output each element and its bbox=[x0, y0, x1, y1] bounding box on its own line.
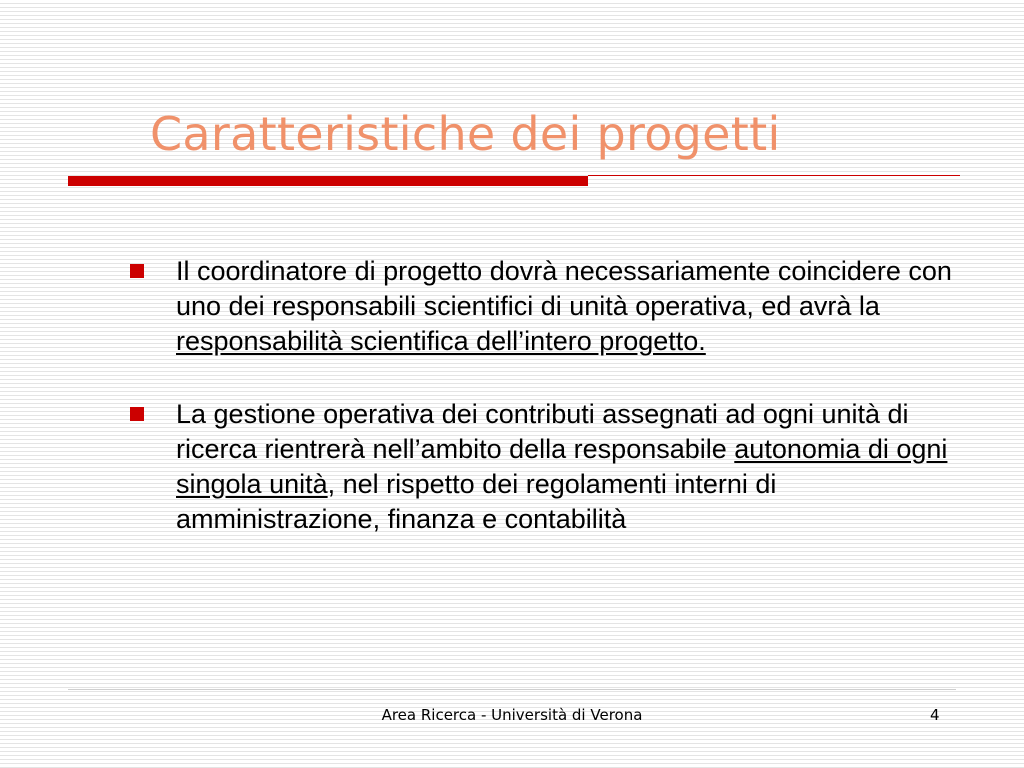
bullet-underlined-text: autonomia di ogni singola unità bbox=[176, 434, 948, 499]
bullet-item bbox=[130, 397, 970, 537]
bullet-text-tail: , nel rispetto dei regolamenti interni di amministrazione, finanza e contabilità bbox=[176, 469, 777, 534]
slide-title: Caratteristiche dei progetti bbox=[150, 107, 781, 161]
page-number: 4 bbox=[930, 706, 940, 724]
square-bullet-icon bbox=[130, 264, 144, 278]
footer-text: Area Ricerca - Università di Verona bbox=[381, 706, 643, 724]
bullet-item bbox=[130, 254, 970, 359]
bullet-list bbox=[130, 254, 970, 537]
title-underline-bar bbox=[68, 176, 588, 186]
bullet-underlined-text: responsabilità scientifica dell’intero progetto. bbox=[176, 326, 706, 356]
title-underline-thin-line bbox=[588, 175, 960, 176]
bullet-text: Il coordinatore di progetto dovrà necessariamente coincidere con uno dei responsabili scientifici di unità operativa, ed avrà la bbox=[176, 256, 952, 321]
footer-divider bbox=[68, 689, 956, 690]
square-bullet-icon bbox=[130, 407, 144, 421]
bullet-text: La gestione operativa dei contributi assegnati ad ogni unità di ricerca rientrerà nell’ambito della responsabile bbox=[176, 399, 909, 464]
